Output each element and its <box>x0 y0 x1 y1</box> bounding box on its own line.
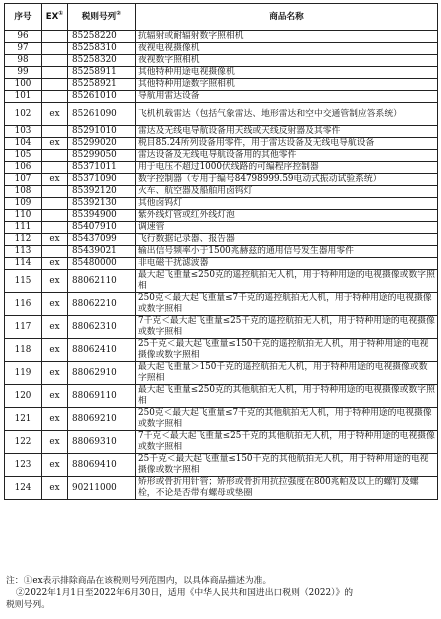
cell-seq: 121 <box>5 408 42 431</box>
cell-ex <box>42 43 68 55</box>
cell-ex: ex <box>42 454 68 477</box>
cell-name: 其他卤钨灯 <box>136 198 438 210</box>
cell-seq: 117 <box>5 316 42 339</box>
header-code: 税则号列② <box>68 4 136 31</box>
table-row <box>5 210 438 222</box>
table-row <box>5 293 438 316</box>
cell-ex: ex <box>42 362 68 385</box>
table-header <box>5 4 438 31</box>
table-row <box>5 91 438 103</box>
cell-seq: 118 <box>5 339 42 362</box>
cell-seq: 113 <box>5 246 42 258</box>
cell-code: 85299050 <box>68 150 136 162</box>
cell-seq: 119 <box>5 362 42 385</box>
table-row <box>5 258 438 270</box>
cell-seq: 105 <box>5 150 42 162</box>
cell-ex: ex <box>42 385 68 408</box>
table-row <box>5 103 438 126</box>
cell-seq: 102 <box>5 103 42 126</box>
cell-name: 夜视电视摄像机 <box>136 43 438 55</box>
table-row <box>5 31 438 43</box>
table-row <box>5 234 438 246</box>
cell-name: 调速管 <box>136 222 438 234</box>
cell-code: 88062110 <box>68 270 136 293</box>
cell-ex: ex <box>42 431 68 454</box>
cell-code: 85258911 <box>68 67 136 79</box>
cell-code: 85261090 <box>68 103 136 126</box>
table-row <box>5 43 438 55</box>
cell-code: 88069110 <box>68 385 136 408</box>
header-ex-footnote-mark: ① <box>58 9 64 17</box>
table-row <box>5 339 438 362</box>
cell-ex: ex <box>42 339 68 362</box>
table-row <box>5 316 438 339</box>
cell-ex <box>42 246 68 258</box>
cell-name: 飞行数据记录器、报告器 <box>136 234 438 246</box>
cell-name: 紫外线灯管或红外线灯泡 <box>136 210 438 222</box>
table-row <box>5 246 438 258</box>
cell-ex <box>42 67 68 79</box>
cell-name: 7千克＜最大起飞重量≤25千克的其他航拍无人机，用于特种用途的电视摄像或数字照相 <box>136 431 438 454</box>
cell-ex <box>42 150 68 162</box>
cell-name: 夜视数字照相机 <box>136 55 438 67</box>
cell-name: 7千克＜最大起飞重量≤25千克的遥控航拍无人机，用于特种用途的电视摄像或数字照相 <box>136 316 438 339</box>
cell-name: 用于电压不超过1000伏线路的可编程序控制器 <box>136 162 438 174</box>
cell-code: 88062310 <box>68 316 136 339</box>
cell-seq: 122 <box>5 431 42 454</box>
cell-name: 250克＜最大起飞重量≤7千克的遥控航拍无人机，用于特种用途的电视摄像或数字照相 <box>136 293 438 316</box>
cell-name: 抗辐射或耐辐射数字照相机 <box>136 31 438 43</box>
cell-seq: 112 <box>5 234 42 246</box>
cell-ex: ex <box>42 234 68 246</box>
table-row <box>5 385 438 408</box>
cell-code: 85480000 <box>68 258 136 270</box>
cell-ex <box>42 31 68 43</box>
cell-seq: 103 <box>5 126 42 138</box>
cell-name: 25千克＜最大起飞重量≤150千克的其他航拍无人机，用于特种用途的电视摄像或数字照相 <box>136 454 438 477</box>
cell-seq: 114 <box>5 258 42 270</box>
table-row <box>5 174 438 186</box>
table-row <box>5 198 438 210</box>
cell-name: 最大起飞重量≤250克的遥控航拍无人机，用于特种用途的电视摄像或数字照相 <box>136 270 438 293</box>
header-ex: EX① <box>42 4 68 31</box>
cell-code: 85299020 <box>68 138 136 150</box>
cell-name: 非电磁干扰滤波器 <box>136 258 438 270</box>
table-row <box>5 186 438 198</box>
cell-ex: ex <box>42 258 68 270</box>
footnote-2-continued: 税则号列。 <box>6 600 50 610</box>
cell-name: 其他特种用途电视摄像机 <box>136 67 438 79</box>
table-row <box>5 79 438 91</box>
cell-seq: 96 <box>5 31 42 43</box>
cell-ex <box>42 186 68 198</box>
cell-code: 85394900 <box>68 210 136 222</box>
cell-code: 88062910 <box>68 362 136 385</box>
cell-code: 88062210 <box>68 293 136 316</box>
cell-seq: 109 <box>5 198 42 210</box>
cell-seq: 110 <box>5 210 42 222</box>
cell-ex <box>42 198 68 210</box>
cell-code: 85371090 <box>68 174 136 186</box>
cell-seq: 106 <box>5 162 42 174</box>
cell-seq: 108 <box>5 186 42 198</box>
cell-code: 85437099 <box>68 234 136 246</box>
cell-code: 85261010 <box>68 91 136 103</box>
footnote-2: ②2022年1月1日至2022年6月30日，适用《中华人民共和国进出口税则（2022）》的 <box>16 588 354 598</box>
cell-name: 数字控制器（专用于编号84798999.59电动式振动试验系统） <box>136 174 438 186</box>
cell-name: 250克＜最大起飞重量≤7千克的其他航拍无人机，用于特种用途的电视摄像或数字照相 <box>136 408 438 431</box>
table-row <box>5 55 438 67</box>
cell-name: 火车、航空器及船舶用卤钨灯 <box>136 186 438 198</box>
cell-ex <box>42 222 68 234</box>
table-row <box>5 67 438 79</box>
footnote-1: 注：①ex表示排除商品在该税则号列范围内，以具体商品描述为准。 <box>6 576 272 586</box>
cell-name: 最大起飞重量≤250克的其他航拍无人机，用于特种用途的电视摄像或数字照相 <box>136 385 438 408</box>
cell-code: 85439021 <box>68 246 136 258</box>
cell-code: 85258320 <box>68 55 136 67</box>
cell-code: 85392120 <box>68 186 136 198</box>
cell-name: 最大起飞重量＞150千克的遥控航拍无人机，用于特种用途的电视摄像或数字照相 <box>136 362 438 385</box>
table-row <box>5 150 438 162</box>
header-code-footnote-mark: ② <box>116 9 122 17</box>
cell-ex <box>42 162 68 174</box>
cell-seq: 124 <box>5 477 42 500</box>
cell-ex <box>42 126 68 138</box>
cell-name: 其他特种用途数字照相机 <box>136 79 438 91</box>
cell-ex <box>42 91 68 103</box>
table-row <box>5 362 438 385</box>
table-row <box>5 162 438 174</box>
table-body <box>5 31 438 500</box>
cell-code: 85392130 <box>68 198 136 210</box>
cell-code: 85407910 <box>68 222 136 234</box>
table-row <box>5 454 438 477</box>
cell-name: 税目85.24所列设备用零件，用于雷达设备及无线电导航设备 <box>136 138 438 150</box>
cell-ex: ex <box>42 138 68 150</box>
cell-ex <box>42 79 68 91</box>
table-row <box>5 126 438 138</box>
table-row <box>5 270 438 293</box>
cell-code: 88069410 <box>68 454 136 477</box>
footnotes <box>6 575 436 611</box>
cell-seq: 123 <box>5 454 42 477</box>
cell-code: 85258220 <box>68 31 136 43</box>
cell-code: 85371011 <box>68 162 136 174</box>
cell-seq: 116 <box>5 293 42 316</box>
cell-seq: 98 <box>5 55 42 67</box>
cell-ex: ex <box>42 477 68 500</box>
cell-code: 90211000 <box>68 477 136 500</box>
cell-name: 25千克＜最大起飞重量≤150千克的遥控航拍无人机，用于特种用途的电视摄像或数字照相 <box>136 339 438 362</box>
cell-name: 输出信号频率小于1500兆赫兹的通用信号发生器用零件 <box>136 246 438 258</box>
cell-seq: 111 <box>5 222 42 234</box>
cell-ex: ex <box>42 103 68 126</box>
table-row <box>5 431 438 454</box>
cell-ex: ex <box>42 293 68 316</box>
cell-ex <box>42 210 68 222</box>
header-name: 商品名称 <box>136 4 438 31</box>
cell-seq: 120 <box>5 385 42 408</box>
cell-name: 雷达设备及无线电导航设备用的其他零件 <box>136 150 438 162</box>
cell-code: 88069210 <box>68 408 136 431</box>
cell-ex: ex <box>42 408 68 431</box>
cell-code: 85291010 <box>68 126 136 138</box>
cell-ex <box>42 55 68 67</box>
table-row <box>5 138 438 150</box>
table-row <box>5 408 438 431</box>
cell-seq: 104 <box>5 138 42 150</box>
cell-ex: ex <box>42 270 68 293</box>
cell-seq: 100 <box>5 79 42 91</box>
cell-seq: 97 <box>5 43 42 55</box>
cell-name: 导航用雷达设备 <box>136 91 438 103</box>
tariff-table <box>4 3 438 500</box>
cell-name: 雷达及无线电导航设备用天线或天线反射器及其零件 <box>136 126 438 138</box>
cell-seq: 107 <box>5 174 42 186</box>
cell-name: 飞机机载雷达（包括气象雷达、地形雷达和空中交通管制应答系统） <box>136 103 438 126</box>
header-seq: 序号 <box>5 4 42 31</box>
table-row <box>5 477 438 500</box>
cell-seq: 115 <box>5 270 42 293</box>
cell-ex: ex <box>42 174 68 186</box>
cell-code: 85258310 <box>68 43 136 55</box>
cell-code: 88062410 <box>68 339 136 362</box>
cell-seq: 99 <box>5 67 42 79</box>
table-row <box>5 222 438 234</box>
cell-name: 矫形或骨折用针管；矫形或骨折用抗拉强度在800兆帕及以上的螺钉及螺栓，不论是否带有螺母或垫圈 <box>136 477 438 500</box>
cell-code: 85258921 <box>68 79 136 91</box>
cell-ex: ex <box>42 316 68 339</box>
cell-code: 88069310 <box>68 431 136 454</box>
cell-seq: 101 <box>5 91 42 103</box>
